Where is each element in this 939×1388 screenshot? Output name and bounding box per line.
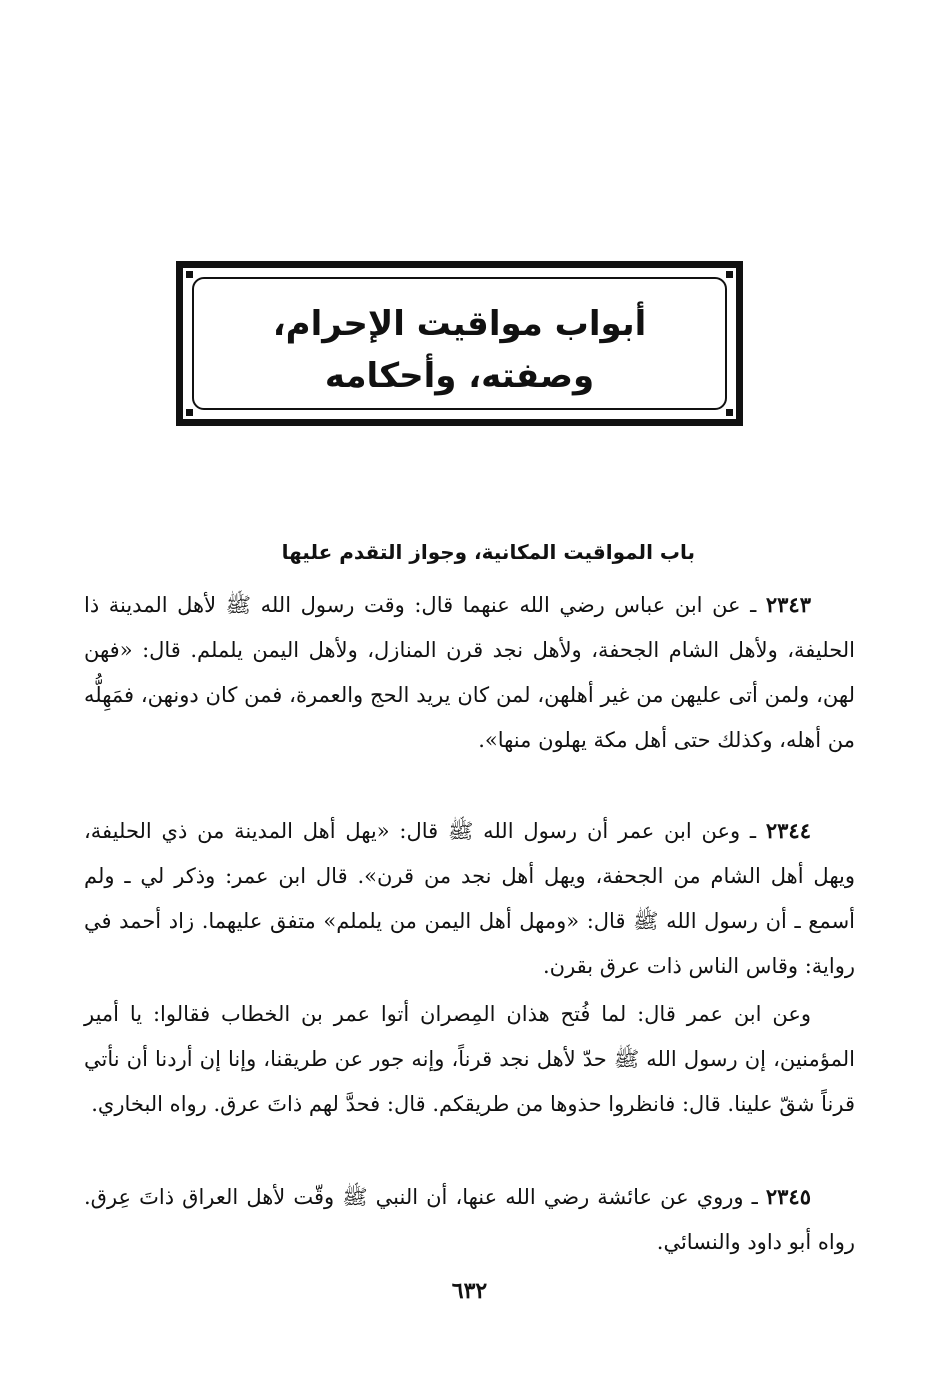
hadith-number: ٢٣٤٤ [765,818,811,843]
page-number: ٦٣٢ [451,1278,488,1304]
hadith-paragraph-2344 [84,808,855,989]
hadith-number: ٢٣٤٣ [765,592,811,617]
frame-corner-ornament [186,271,193,278]
hadith-paragraph-2345 [84,1174,855,1265]
hadith-text: ـ وروي عن عائشة رضي الله عنها، أن النبي ﷺ وقّت لأهل العراق ذاتَ عِرق. رواه أبو داود والنسائي. [84,1185,855,1254]
hadith-text: ـ وعن ابن عمر أن رسول الله ﷺ قال: «يهل أهل المدينة من ذي الحليفة، ويهل أهل الشام من الجحفة، ويهل أهل نجد من قرن». قال ابن عمر: وذكر لي ـ ولم أسمع ـ أن رسول الله ﷺ قال: «ومهل أهل اليمن من يلملم» متفق عليهما. زاد أحمد في رواية: وقاس الناس ذات عرق بقرن. [84,819,855,978]
hadith-text: ـ عن ابن عباس رضي الله عنهما قال: وقت رسول الله ﷺ لأهل المدينة ذا الحليفة، ولأهل الشام الجحفة، ولأهل نجد قرن المنازل، ولأهل اليمن يلملم. قال: «فهن لهن، ولمن أتى عليهن من غير أهلهن، لمن كان يريد الحج والعمرة، فمن كان دونهن، فمَهِلُّه من أهله، وكذلك حتى أهل مكة يهلون منها». [84,593,855,752]
frame-corner-ornament [726,409,733,416]
hadith-text: وعن ابن عمر قال: لما فُتح هذان المِصران أتوا عمر بن الخطاب فقالوا: يا أمير المؤمنين، إن رسول الله ﷺ حدّ لأهل نجد قرناً، وإنه جور عن طريقنا، وإنا إن أردنا أن نأتي قرناً شقّ علينا. قال: فانظروا حذوها من طريقكم. قال: فحدَّ لهم ذاتَ عرق. رواه البخاري. [84,1002,855,1116]
chapter-title-frame [176,261,743,426]
frame-corner-ornament [726,271,733,278]
chapter-title-line-1: أبواب مواقيت الإحرام، [272,304,647,344]
section-heading: باب المواقيت المكانية، وجواز التقدم عليها [281,540,695,564]
frame-corner-ornament [186,409,193,416]
chapter-title [203,298,716,402]
chapter-title-line-2: وصفته، وأحكامه [324,356,595,396]
hadith-paragraph-2343 [84,582,855,763]
hadith-number: ٢٣٤٥ [765,1184,811,1209]
hadith-paragraph-ibn-umar [84,992,855,1127]
